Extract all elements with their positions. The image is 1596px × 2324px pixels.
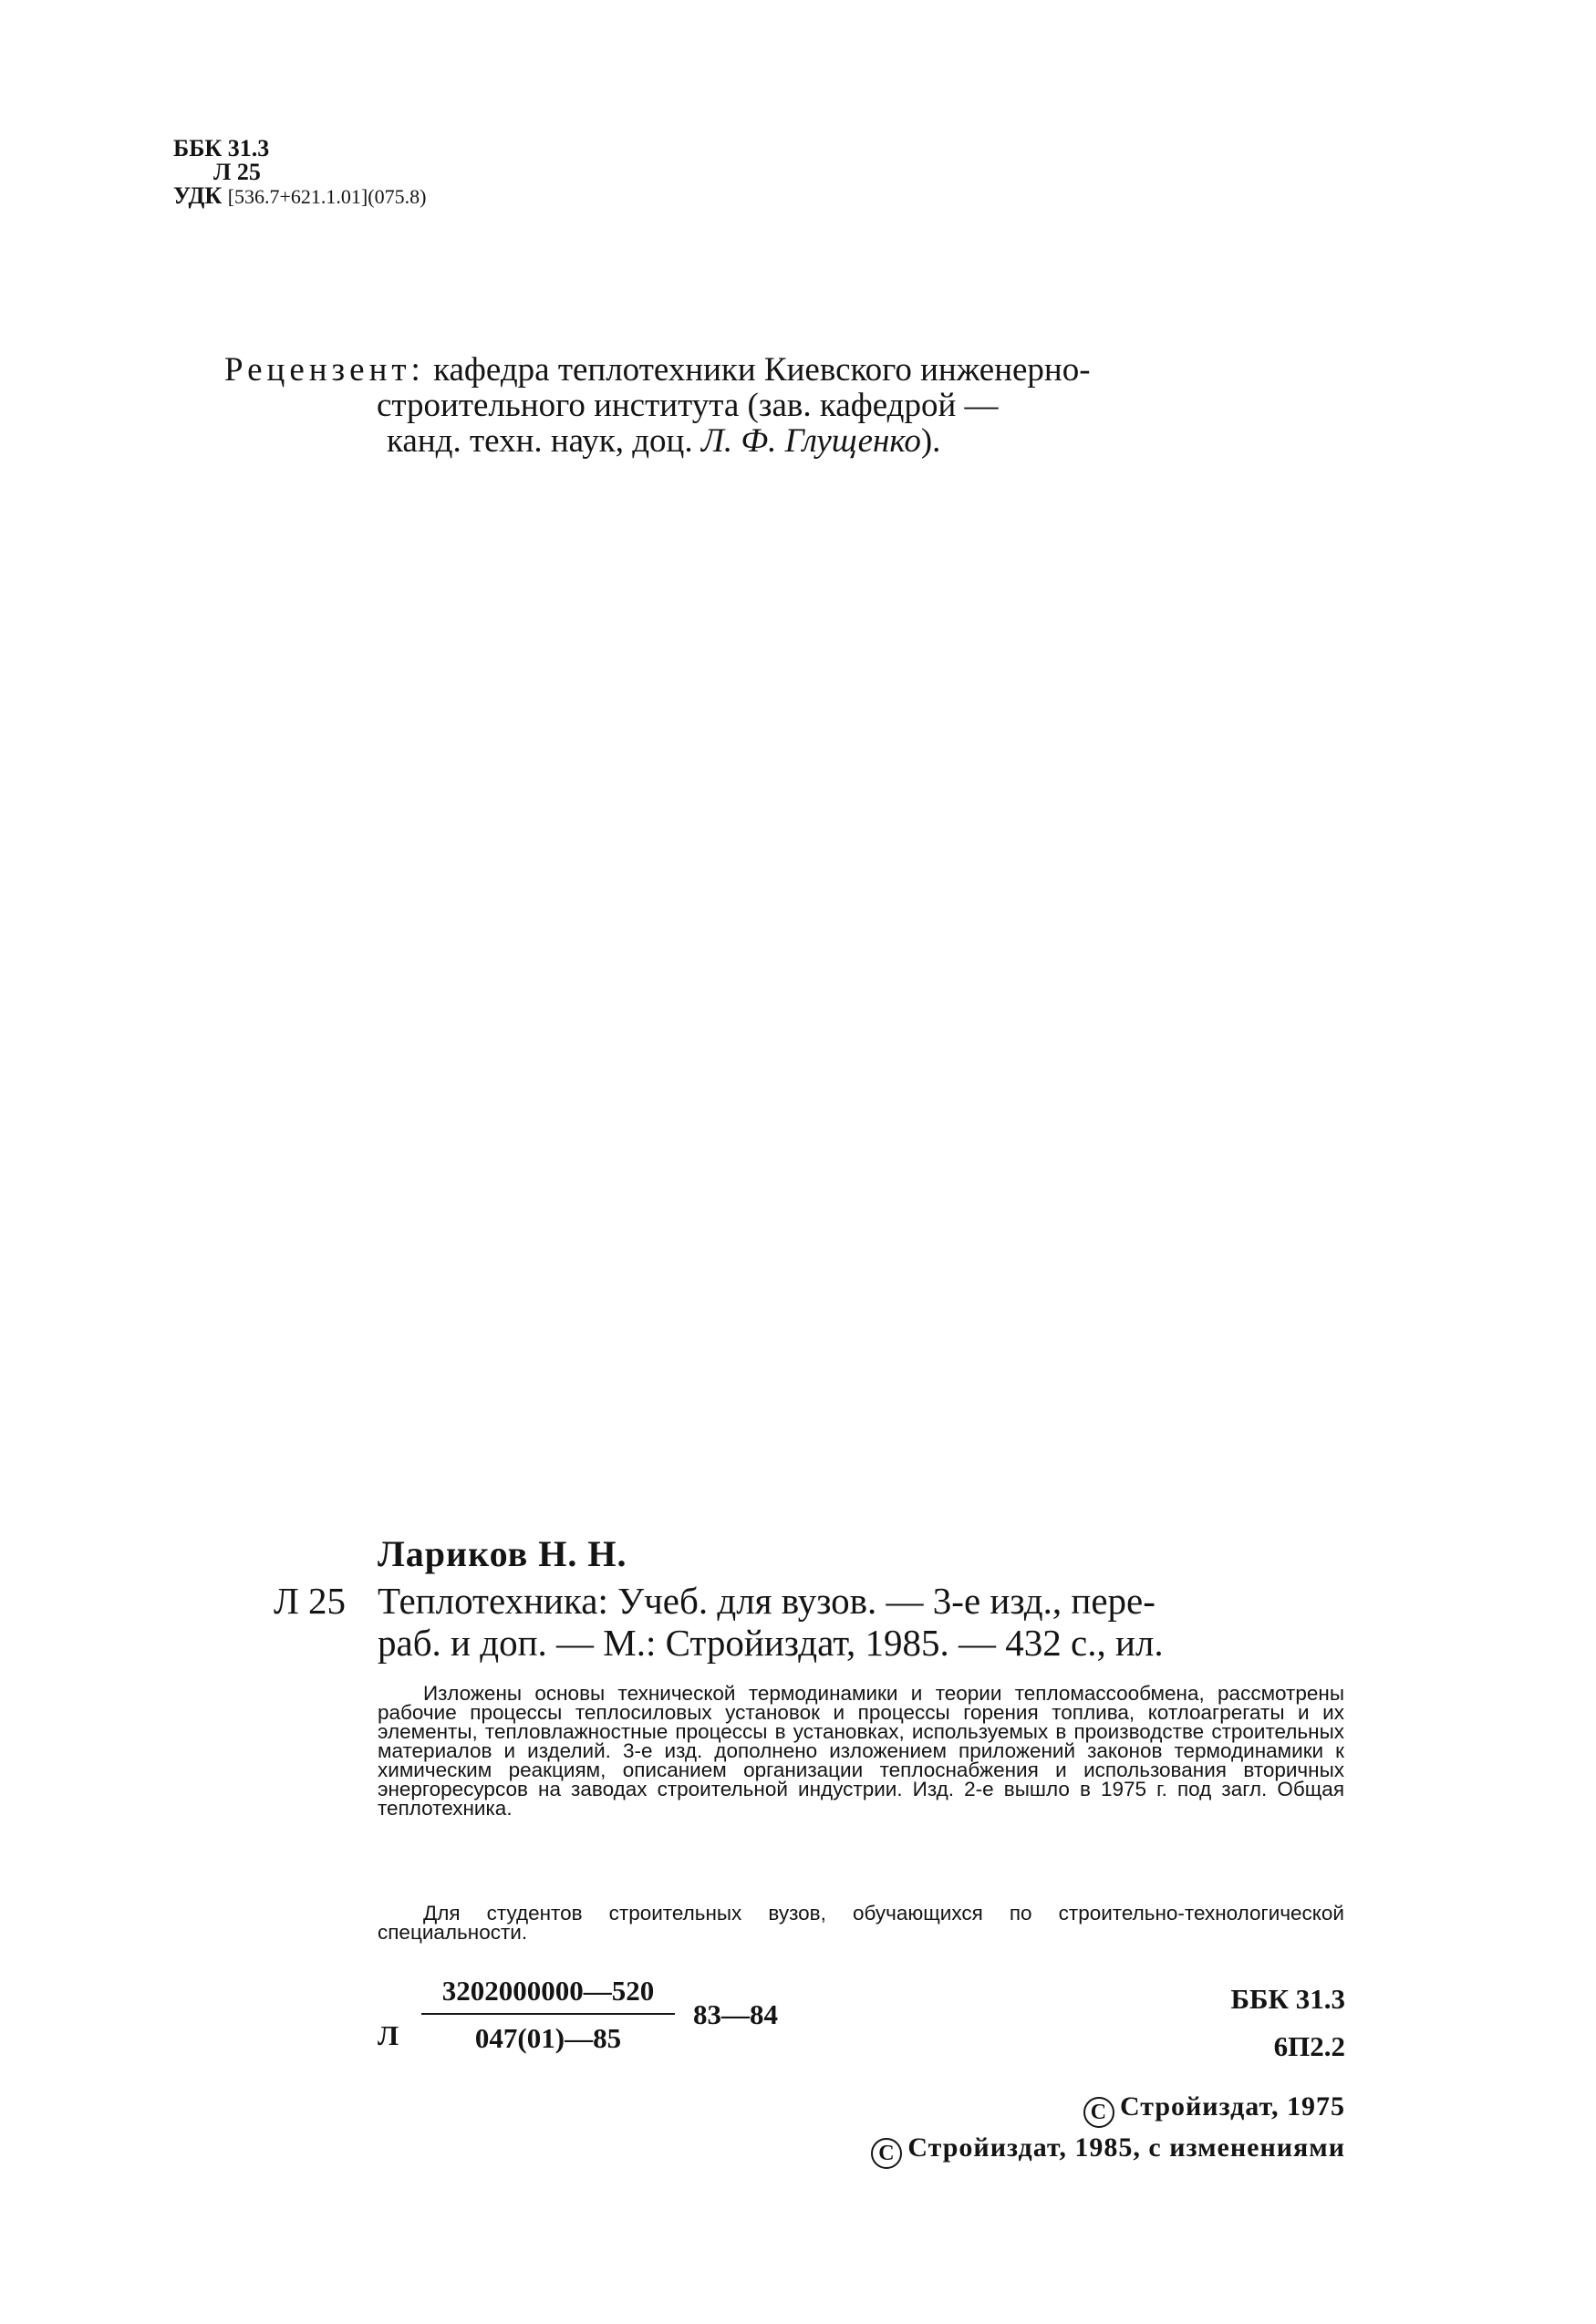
- copyright-line-1: [748, 2087, 1345, 2128]
- annotation-paragraph: Изложены основы технической термодинамики и теории тепломассообмена, рассмотрены рабочие процессы теплосиловых установок и процессы горения топлива, котлоагрегаты и их элементы, тепловлажностные процессы в установках, используемых в производстве строительных материалов и изделий. 3-е изд. дополнено изложением приложений законов термодинамики к химическим реакциям, описанием организации теплоснабжения и использования вторичных энергоресурсов на заводах строительной индустрии. Изд. 2-е вышло в 1975 г. под загл. Общая теплотехника.: [378, 1682, 1344, 1820]
- bbk-index-block: [1195, 1976, 1345, 2070]
- copyright-icon: С: [1083, 2097, 1114, 2128]
- copyright-block: [748, 2087, 1345, 2169]
- entry-cipher: Л 25: [274, 1580, 347, 1622]
- reviewer-name: Л. Ф. Глущенко: [700, 422, 921, 460]
- reviewer-block: [224, 352, 1301, 459]
- bibliographic-entry: [274, 1580, 1350, 1664]
- bbk-index: ББК 31.3: [1230, 1983, 1345, 2015]
- index-letter: Л: [378, 2019, 399, 2051]
- author-heading: Лариков Н. Н.: [378, 1533, 627, 1574]
- index-fraction: [421, 1975, 675, 2055]
- udk-code: [173, 184, 426, 209]
- reviewer-label: Рецензент:: [224, 351, 425, 389]
- index-denominator: 047(01)—85: [474, 2022, 622, 2054]
- entry-title: Теплотехника: Учеб. для вузов. — 3-е изд., пере-: [378, 1580, 1156, 1622]
- copyright-line-2: [748, 2128, 1345, 2169]
- subject-index: 6П2.2: [1273, 2030, 1345, 2062]
- reviewer-line3-suffix: ).: [920, 422, 941, 460]
- index-period: 83—84: [693, 1998, 778, 2030]
- reviewer-text-1: кафедра теплотехники Киевского инженерно-: [433, 351, 1091, 389]
- reviewer-line-1: [224, 352, 1301, 388]
- reviewer-line3-prefix: канд. техн. наук, доц.: [387, 422, 693, 460]
- udk-value: [536.7+621.1.01](075.8): [227, 185, 427, 208]
- author-cipher-code: Л 25: [213, 159, 261, 185]
- audience-paragraph: Для студентов строительных вузов, обучающихся по строительно-технологической специальности.: [378, 1902, 1344, 1944]
- reviewer-line-2: строительного института (зав. кафедрой —: [377, 387, 999, 424]
- reviewer-line-3: [224, 423, 1301, 459]
- copyright-icon: С: [871, 2138, 902, 2169]
- udk-prefix: УДК: [173, 182, 223, 209]
- bbk-code: ББК 31.3: [173, 135, 270, 161]
- copyright-text-1: Стройиздат, 1975: [1119, 2091, 1345, 2122]
- copyright-text-2: Стройиздат, 1985, с изменениями: [907, 2132, 1345, 2163]
- classification-codes: [173, 137, 426, 209]
- index-numerator: 3202000000—520: [421, 1975, 675, 2015]
- entry-line-1: [274, 1580, 1350, 1622]
- entry-line-2: раб. и доп. — М.: Стройиздат, 1985. — 432 с., ил.: [378, 1622, 1164, 1664]
